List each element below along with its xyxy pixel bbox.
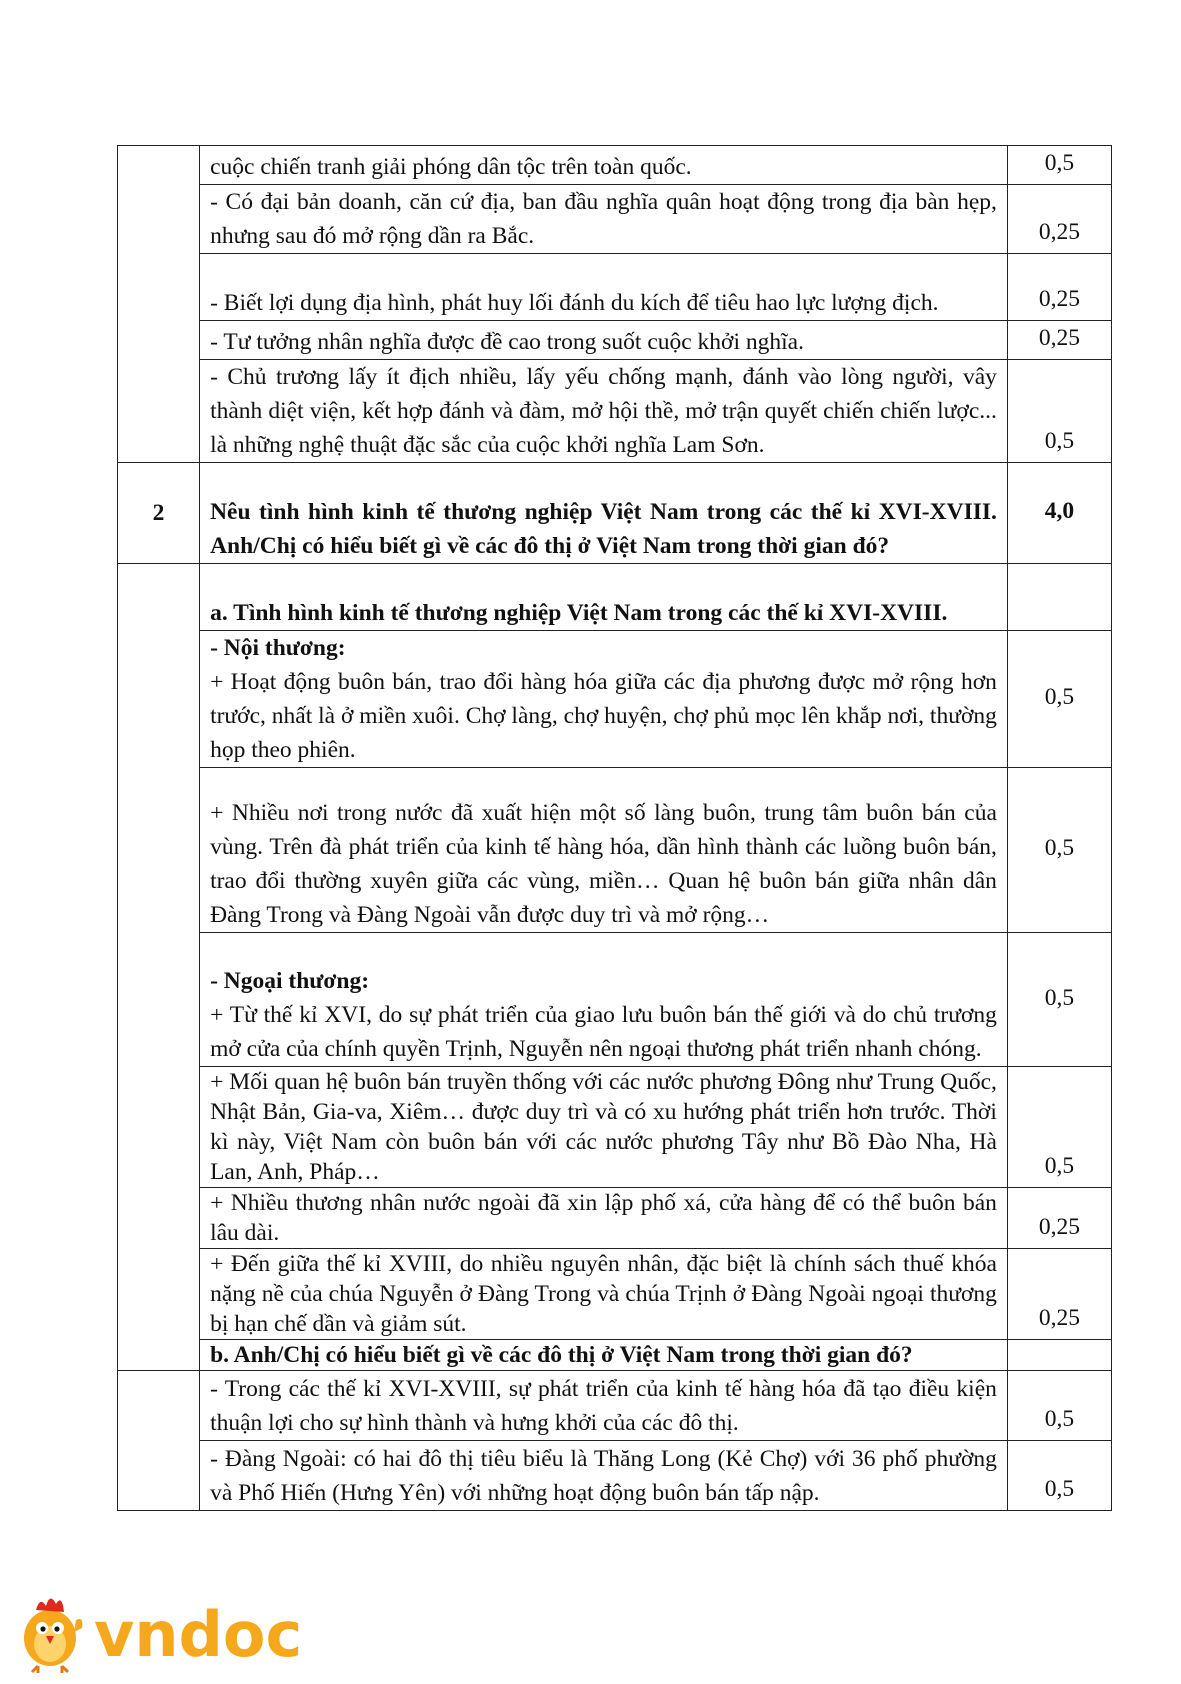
answer-content: - Trong các thế kỉ XVI-XVIII, sự phát triển của kinh tế hàng hóa đã tạo điều kiện thuận lợi cho sự hình thành và hưng khởi của các đô thị. [200, 1371, 1008, 1441]
table-row [118, 1249, 1112, 1340]
answer-text: + Từ thế kỉ XVI, do sự phát triển của giao lưu buôn bán thế giới và do chủ trương mở cửa của chính quyền Trịnh, Nguyễn nên ngoại thương phát triển nhanh chóng. [210, 1002, 997, 1062]
section-heading-a: a. Tình hình kinh tế thương nghiệp Việt Nam trong các thế kỉ XVI-XVIII. [200, 564, 1008, 631]
vndoc-logo[interactable] [6, 1590, 346, 1674]
table-row [118, 631, 1112, 768]
answer-content [200, 933, 1008, 1067]
answer-content: - Biết lợi dụng địa hình, phát huy lối đánh du kích để tiêu hao lực lượng địch. [200, 254, 1008, 321]
score-cell [1007, 564, 1111, 631]
answer-content: + Mối quan hệ buôn bán truyền thống với các nước phương Đông như Trung Quốc, Nhật Bản, Gia-va, Xiêm… được duy trì và có xu hướng phát triển hơn trước. Thời kì này, Việt Nam còn buôn bán với các nước phương Tây như Bồ Đào Nha, Hà Lan, Anh, Pháp… [200, 1067, 1008, 1188]
answer-content: - Chủ trương lấy ít địch nhiều, lấy yếu chống mạnh, đánh vào lòng người, vây thành diệt viện, kết hợp đánh và đàm, mở hội thề, mở trận quyết chiến chiến lược... là những nghệ thuật đặc sắc của cuộc khởi nghĩa Lam Sơn. [200, 360, 1008, 463]
table-row [118, 1188, 1112, 1249]
answer-content: + Đến giữa thế kỉ XVIII, do nhiều nguyên nhân, đặc biệt là chính sách thuế khóa nặng nề của chúa Nguyễn ở Đàng Trong và chúa Trịnh ở Đàng Ngoài ngoại thương bị hạn chế dần và giảm sút. [200, 1249, 1008, 1340]
score-cell: 0,5 [1007, 146, 1111, 185]
score-cell: 0,5 [1007, 933, 1111, 1067]
table-row [118, 933, 1112, 1067]
score-cell: 0,5 [1007, 631, 1111, 768]
score-cell: 0,25 [1007, 1249, 1111, 1340]
chicken-mascot-icon [6, 1590, 346, 1674]
subheading-ngoai-thuong: - Ngoại thương: [210, 968, 370, 994]
score-cell: 0,25 [1007, 1188, 1111, 1249]
answer-content: + Nhiều thương nhân nước ngoài đã xin lập phố xá, cửa hàng để có thể buôn bán lâu dài. [200, 1188, 1008, 1249]
score-cell: 0,5 [1007, 1441, 1111, 1511]
score-cell: 0,5 [1007, 1371, 1111, 1441]
score-cell: 0,5 [1007, 1067, 1111, 1188]
answer-content: + Nhiều nơi trong nước đã xuất hiện một số làng buôn, trung tâm buôn bán của vùng. Trên đà phát triển của kinh tế hàng hóa, dần hình thành các luồng buôn bán, trao đổi thường xuyên giữa các vùng, miền… Quan hệ buôn bán giữa nhân dân Đàng Trong và Đàng Ngoài vẫn được duy trì và mở rộng… [200, 768, 1008, 933]
table-row [118, 564, 1112, 631]
question-number-cell [118, 146, 200, 463]
table-row [118, 360, 1112, 463]
subheading-noi-thuong: - Nội thương: [210, 635, 346, 661]
table-row [118, 146, 1112, 185]
table-row [118, 768, 1112, 933]
answer-content [200, 631, 1008, 768]
question-score: 4,0 [1007, 463, 1111, 564]
score-cell: 0,5 [1007, 360, 1111, 463]
logo-wordmark: vndoc [94, 1598, 303, 1671]
question-number-cell: 2 [118, 463, 200, 564]
score-cell: 0,25 [1007, 185, 1111, 254]
question-number-cell [118, 564, 200, 1371]
score-cell: 0,25 [1007, 321, 1111, 360]
answer-content: - Có đại bản doanh, căn cứ địa, ban đầu nghĩa quân hoạt động trong địa bàn hẹp, nhưng sau đó mở rộng dần ra Bắc. [200, 185, 1008, 254]
question-number-cell [118, 1371, 200, 1511]
answer-content: - Đàng Ngoài: có hai đô thị tiêu biểu là Thăng Long (Kẻ Chợ) với 36 phố phường và Phố Hiến (Hưng Yên) với những hoạt động buôn bán tấp nập. [200, 1441, 1008, 1511]
table-row [118, 254, 1112, 321]
score-cell: 0,25 [1007, 254, 1111, 321]
section-heading-b: b. Anh/Chị có hiểu biết gì về các đô thị ở Việt Nam trong thời gian đó? [200, 1340, 1008, 1371]
table-row [118, 1371, 1112, 1441]
score-cell [1007, 1340, 1111, 1371]
score-cell: 0,5 [1007, 768, 1111, 933]
table-row [118, 321, 1112, 360]
table-row [118, 1067, 1112, 1188]
answer-content: - Tư tưởng nhân nghĩa được đề cao trong suốt cuộc khởi nghĩa. [200, 321, 1008, 360]
table-row [118, 1441, 1112, 1511]
answer-content: cuộc chiến tranh giải phóng dân tộc trên toàn quốc. [200, 146, 1008, 185]
answer-text: + Hoạt động buôn bán, trao đổi hàng hóa giữa các địa phương được mở rộng hơn trước, nhất là ở miền xuôi. Chợ làng, chợ huyện, chợ phủ mọc lên khắp nơi, thường họp theo phiên. [210, 669, 997, 763]
question-row [118, 463, 1112, 564]
table-row [118, 1340, 1112, 1371]
question-text: Nêu tình hình kinh tế thương nghiệp Việt Nam trong các thế kỉ XVI-XVIII. Anh/Chị có hiểu biết gì về các đô thị ở Việt Nam trong thời gian đó? [200, 463, 1008, 564]
answer-key-table [117, 145, 1112, 1511]
table-row [118, 185, 1112, 254]
